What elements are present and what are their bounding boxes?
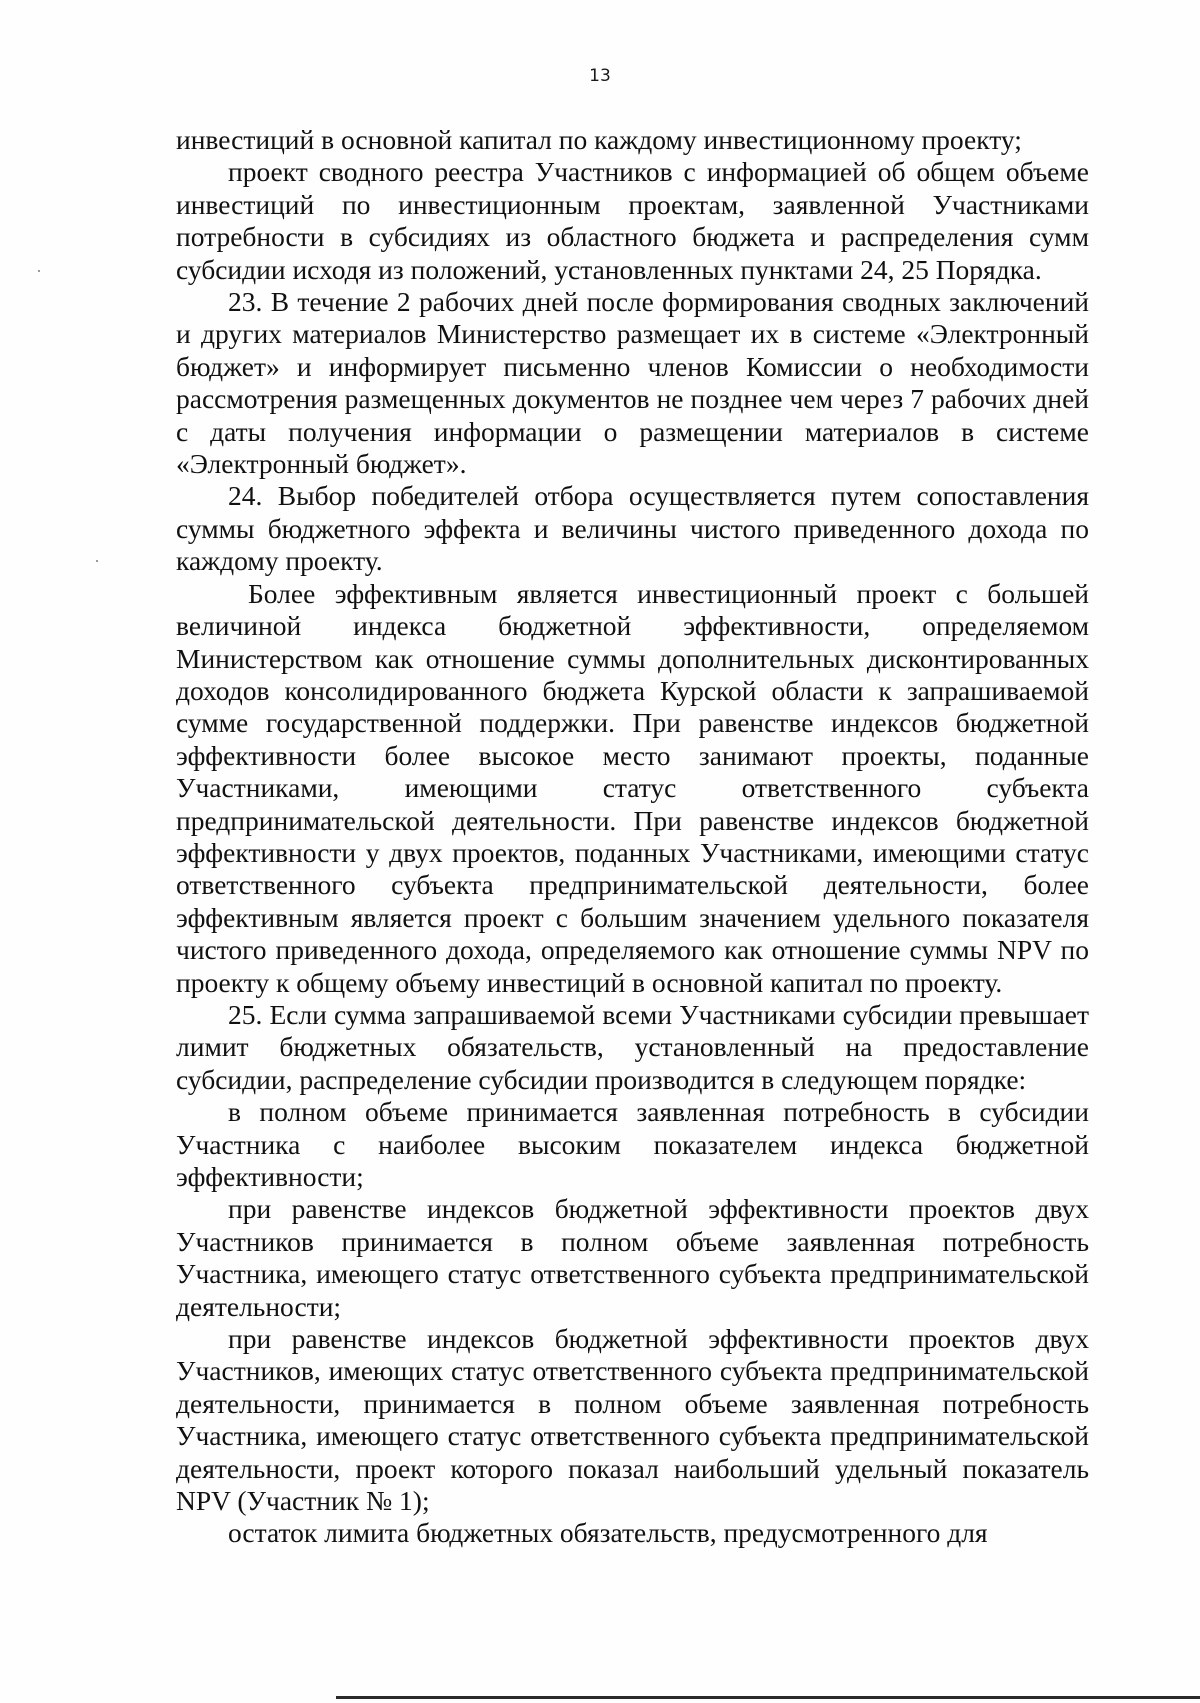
paragraph: инвестиций в основной капитал по каждому инвестиционному проекту; [176, 124, 1022, 155]
paragraph: 23. В течение 2 рабочих дней после формирования сводных заключений и других материалов Министерство размещает их в системе «Электронный бюджет» и информирует письменно членов Комиссии о необходимости рассмотрения размещенных документов не позднее чем через 7 рабочих дней с даты получения информации о размещении материалов в системе «Электронный бюджет». [176, 286, 1089, 480]
paragraph: остаток лимита бюджетных обязательств, предусмотренного для [228, 1517, 988, 1549]
paragraph: в полном объеме принимается заявленная потребность в субсидии Участника с наиболее высоким показателем индекса бюджетной эффективности; [176, 1096, 1089, 1192]
document-body [176, 124, 1089, 1550]
page-number: 13 [589, 66, 611, 86]
paragraph: Более эффективным является инвестиционный проект с большей величиной индекса бюджетной эффективности, определяемом Министерством как отношение суммы дополнительных дисконтированных доходов консолидированного бюджета Курской области к запрашиваемой сумме государственной поддержки. При равенстве индексов бюджетной эффективности более высокое место занимают проекты, поданные Участниками, имеющими статус ответственного субъекта предпринимательской деятельности. При равенстве индексов бюджетной эффективности у двух проектов, поданных Участниками, имеющими статус ответственного субъекта предпринимательской деятельности, более эффективным является проект с большим значением удельного показателя чистого приведенного дохода, определяемого как отношение суммы NPV по проекту к общему объему инвестиций в основной капитал по проекту. [176, 577, 1089, 998]
paragraph: 25. Если сумма запрашиваемой всеми Участниками субсидии превышает лимит бюджетных обязательств, установленный на предоставление субсидии, распределение субсидии производится в следующем порядке: [176, 998, 1089, 1095]
scan-speck [38, 270, 40, 272]
paragraph: при равенстве индексов бюджетной эффективности проектов двух Участников, имеющих статус ответственного субъекта предпринимательской деятельности, принимается в полном объеме заявленная потребность Участника, имеющего статус ответственного субъекта предпринимательской деятельности, проект которого показал наибольший удельный показатель NPV (Участник № 1); [176, 1323, 1089, 1517]
paragraph: при равенстве индексов бюджетной эффективности проектов двух Участников принимается в полном объеме заявленная потребность Участника, имеющего статус ответственного субъекта предпринимательской деятельности; [176, 1193, 1089, 1322]
paragraph: 24. Выбор победителей отбора осуществляется путем сопоставления суммы бюджетного эффекта и величины чистого приведенного дохода по каждому проекту. [176, 480, 1089, 577]
paragraph: проект сводного реестра Участников с информацией об общем объеме инвестиций по инвестиционным проектам, заявленной Участниками потребности в субсидиях из областного бюджета и распределения сумм субсидии исходя из положений, установленных пунктами 24, 25 Порядка. [176, 156, 1089, 285]
scan-speck [96, 560, 98, 562]
bottom-rule [336, 1696, 1200, 1699]
